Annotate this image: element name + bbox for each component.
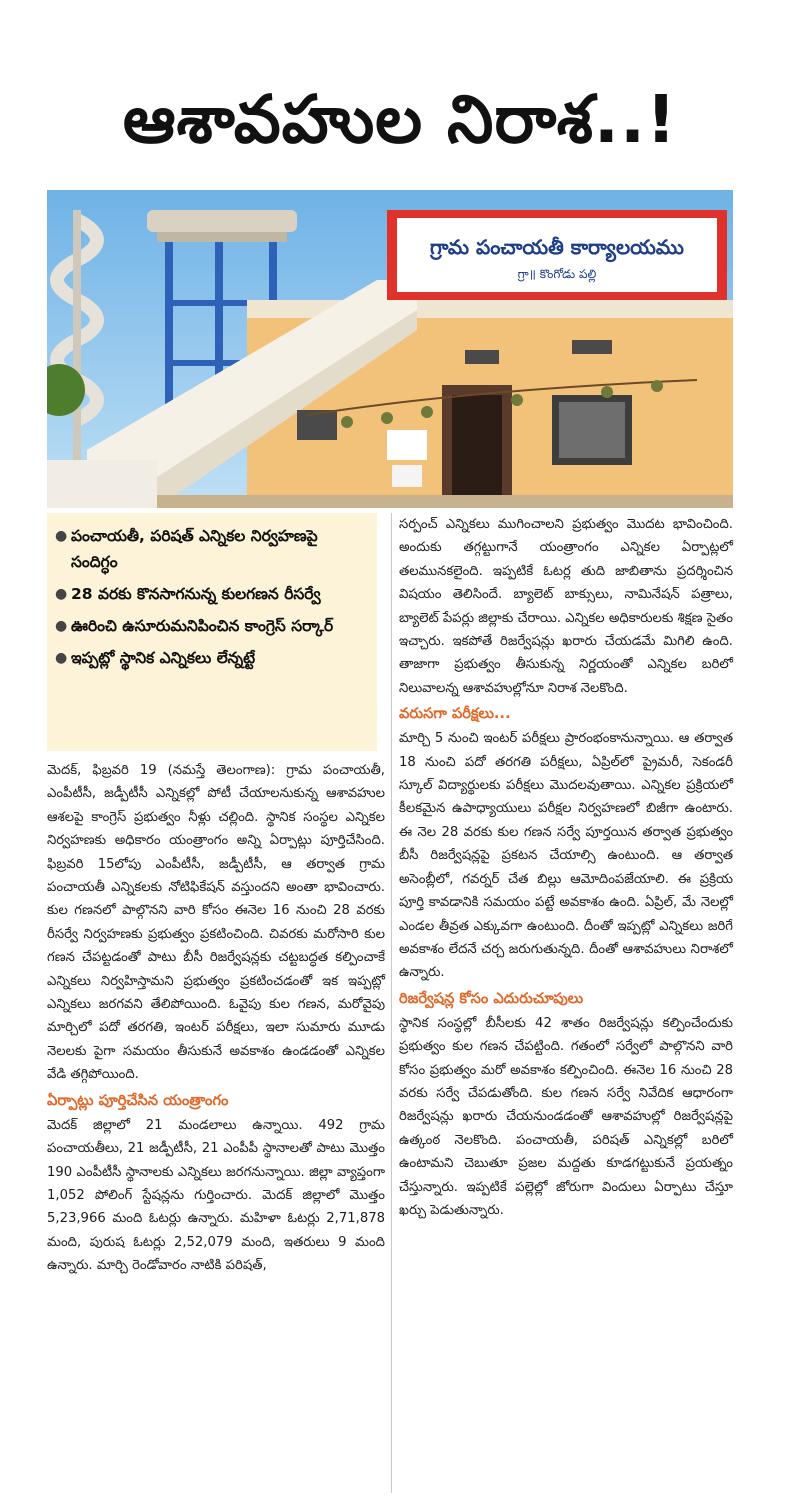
news-photo — [47, 190, 733, 508]
signboard-sub-text: గ్రా॥ కొంగోడు పల్లి — [517, 267, 597, 281]
highlights-box — [47, 513, 377, 751]
intro-paragraph: మెదక్, ఫిబ్రవరి 19 (నమస్తే తెలంగాణ): గ్రామ పంచాయతీ, ఎంపీటీసీ, జడ్పీటీసీ ఎన్నికల్లో పోటీ చేయాలనుకున్న ఆశావహుల ఆశలపై కాంగ్రెస్ ప్రభుత్వం నీళ్లు చల్లింది. స్థానిక సంస్థల ఎన్నికల నిర్వహణకు అధికారం యంత్రాంగం అన్ని ఏర్పాట్లు పూర్తిచేసింది. ఫిబ్రవరి 15లోపు ఎంపీటీసీ, జడ్పీటీసీ, ఆ తర్వాత గ్రామ పంచాయతీ ఎన్నికలకు నోటిఫికేషన్ వస్తుందని అంతా భావించారు. కుల గణనలో పాల్గొనని వారి కోసం ఈనెల 16 నుంచి 28 వరకు రీసర్వే నిర్వహణకు ప్రభుత్వం ప్రకటించింది. చివరకు మరోసారి కుల గణన చేపట్టడంతో పాటు బీసీ రిజర్వేషన్లకు చట్టబద్ధత కల్పించాకే ఎన్నికలు నిర్వహిస్తామని ప్రభుత్వం ప్రకటించడంతో ఇక ఇప్పట్లో ఎన్నికలు జరగవని తేలిపోయింది. ఓవైపు కుల గణన, మరోవైపు మార్చిలో పదో తరగతి, ఇంటర్ పరీక్షలు, ఇలా సుమారు మూడు నెలలకు పైగా సమయం తీసుకునే అవకాశం ఉండడంతో ఎన్నికల వేడి తగ్గిపోయింది. — [47, 763, 385, 1083]
arrangements-paragraph: మెదక్ జిల్లాలో 21 మండలాలు ఉన్నాయి. 492 గ్రామ పంచాయతీలు, 21 జడ్పీటీసీ, 21 ఎంపీపీ స్థానాలతో పాటు మొత్తం 190 ఎంపీటీసీ స్థానాలకు ఎన్నికలు జరగనున్నాయి. జిల్లా వ్యాప్తంగా 1,052 పోలింగ్ స్టేషన్లను గుర్తించారు. మెదక్ జిల్లాలో మొత్తం 5,23,966 మంది ఓటర్లు ఉన్నారు. మహిళా ఓటర్లు 2,71,878 మంది, పురుష ఓటర్లు 2,52,079 మంది, ఇతరులు 9 మంది ఉన్నారు. మార్చి రెండోవారం నాటికి పరిషత్, — [47, 1117, 385, 1274]
headline: ఆశావహుల నిరాశ..! — [122, 81, 678, 158]
reservations-paragraph: స్థానిక సంస్థల్లో బీసీలకు 42 శాతం రిజర్వేషన్లు కల్పించేందుకు ప్రభుత్వం కుల గణన చేపట్టింది. గతంలో సర్వేలో పాల్గొనని వారి కోసం ప్రభుత్వం మరో అవకాశం కల్పించింది. ఈనెల 16 నుంచి 28 వరకు సర్వే చేపడుతోంది. కుల గణన సర్వే నివేదిక ఆధారంగా రిజర్వేషన్లు ఖరారు చేయనుండడంతో ఆశావహుల్లో రిజర్వేషన్లపై ఉత్కంఠ నెలకొంది. పంచాయతీ, పరిషత్ ఎన్నికల్లో బరిలో ఉంటామని చెబుతూ ప్రజల మద్దతు కూడగట్టుకునే ప్రయత్నం చేస్తున్నారు. ఇప్పటికే పల్లెల్లో జోరుగా విందులు ఏర్పాటు చేస్తూ ఖర్చు పెడుతున్నారు. — [399, 1015, 733, 1218]
highlight-text: ఊరించి ఉసూరుమనిపించిన కాంగ్రెస్ సర్కార్ — [71, 617, 334, 635]
article-body — [47, 513, 733, 1498]
highlight-item — [55, 581, 369, 607]
right-column — [399, 513, 733, 1222]
bullet-icon: ● — [55, 586, 68, 602]
highlight-item — [55, 613, 369, 639]
highlight-text: 28 వరకు కొనసాగనున్న కులగణన రీసర్వే — [71, 585, 321, 603]
exams-paragraph: మార్చి 5 నుంచి ఇంటర్ పరీక్షలు ప్రారంభంకానున్నాయి. ఆ తర్వాత 18 నుంచి పదో తరగతి పరీక్షలు, ఏప్రిల్‌లో ప్రైమరీ, సెకండరీ స్కూల్ విద్యార్థులకు పరీక్షలు మొదలవుతాయి. ఎన్నికల ప్రక్రియలో కీలకమైన ఉపాధ్యాయులు పరీక్షల నిర్వహణలో బిజీగా ఉంటారు. ఈ నెల 28 వరకు కుల గణన సర్వే పూర్తయిన తర్వాత ప్రభుత్వం బీసీ రిజర్వేషన్లపై ప్రకటన చేయాల్సి ఉంటుంది. ఆ తర్వాత అసెంబ్లీలో, గవర్నర్ చేత బిల్లు ఆమోదింపజేయాలి. ఈ ప్రక్రియ పూర్తి కావడానికి సమయం పట్టే అవకాశం ఉంది. ఏప్రిల్, మే నెలల్లో ఎండల తీవ్రత ఎక్కువగా ఉంటుంది. దీంతో ఇప్పట్లో ఎన్నికలు జరిగే అవకాశం లేదనే చర్చ జరుగుతున్నది. దీంతో ఆశావహులు నిరాశలో ఉన్నారు. — [399, 731, 733, 981]
highlight-text: పంచాయతీ, పరిషత్ ఎన్నికల నిర్వహణపై సందిగ్ధం — [71, 527, 318, 571]
column-divider — [391, 513, 392, 1493]
subheading-reservations: రిజర్వేషన్ల కోసం ఎదురుచూపులు — [399, 989, 584, 1007]
bullet-icon: ● — [55, 618, 68, 634]
gram-panchayat-office-image — [47, 190, 733, 508]
elections-paragraph: సర్పంచ్ ఎన్నికలు ముగించాలని ప్రభుత్వం మొదట భావించింది. అందుకు తగ్గట్టుగానే యంత్రాంగం ఎన్నికల ఏర్పాట్లలో తలమునకలైంది. ఇప్పటికే ఓటర్ల తుది జాబితాను ప్రదర్శించిన విషయం తెలిసిందే. బ్యాలెట్ బాక్సులు, నామినేషన్ పత్రాలు, బ్యాలెట్ పేపర్లు జిల్లాకు చేరాయి. ఎన్నికల అధికారులకు శిక్షణ సైతం ఇచ్చారు. ఇకపోతే రిజర్వేషన్లు ఖరారు చేయడమే మిగిలి ఉంది. తాజాగా ప్రభుత్వం తీసుకున్న నిర్ణయంతో ఎన్నికల బరిలో నిలువాలన్న ఆశావహుల్లోనూ నిరాశ నెలకొంది. — [399, 517, 733, 696]
subheading-arrangements: ఏర్పాట్లు పూర్తిచేసిన యంత్రాంగం — [47, 1091, 229, 1109]
left-column — [47, 513, 385, 1278]
highlight-text: ఇప్పట్లో స్థానిక ఎన్నికలు లేన్నట్టే — [71, 649, 256, 667]
signboard-main-text: గ్రామ పంచాయతీ కార్యాలయము — [430, 235, 684, 259]
bullet-icon: ● — [55, 650, 68, 666]
highlight-item — [55, 645, 369, 671]
bullet-icon: ● — [55, 528, 68, 544]
subheading-exams: వరుసగా పరీక్షలు... — [399, 705, 511, 723]
highlight-item — [55, 523, 369, 575]
